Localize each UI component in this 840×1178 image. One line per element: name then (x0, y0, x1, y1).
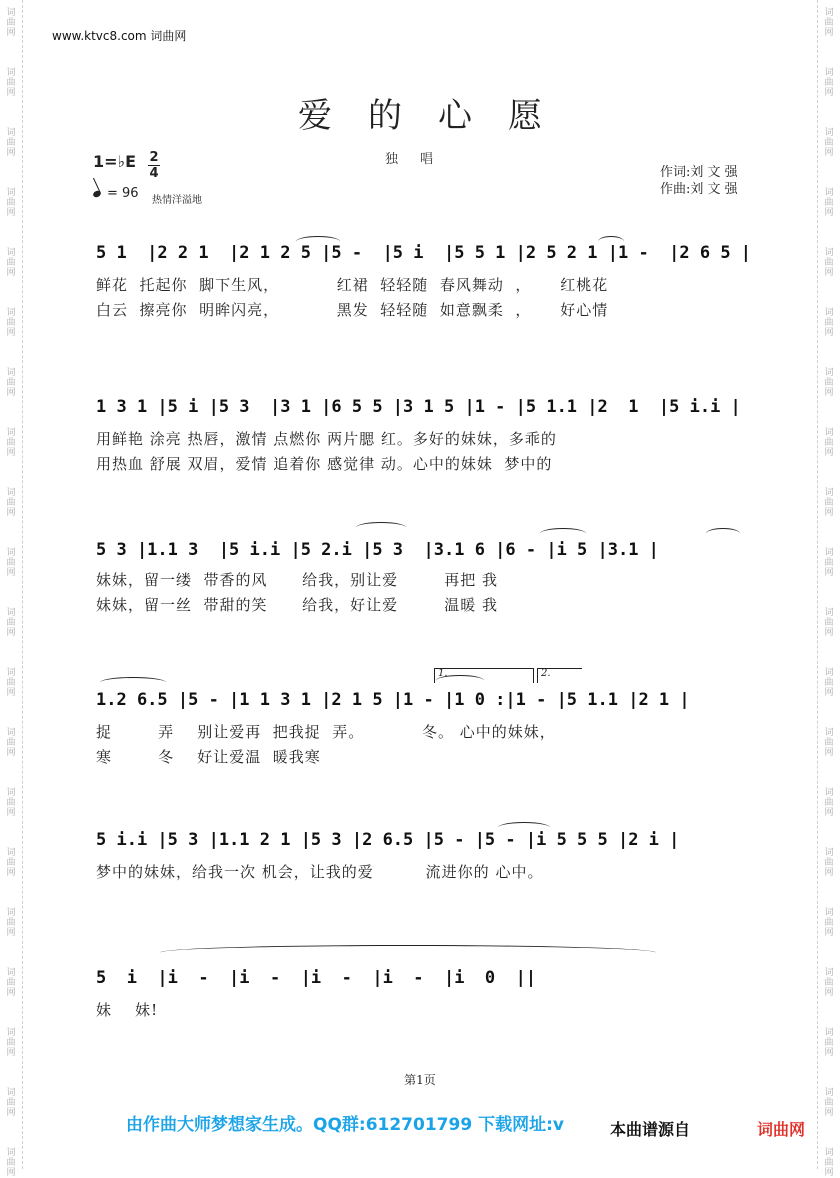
lyric-line: 梦中的妹妹，给我一次 机会，让我的爱 流进你的 心中。 (96, 863, 544, 881)
side-watermark: 词 曲 网 (6, 548, 16, 578)
side-watermark: 词 曲 网 (6, 848, 16, 878)
volta-1-bracket (434, 668, 534, 683)
side-watermark: 词 曲 网 (824, 788, 834, 818)
side-watermark: 词 曲 网 (824, 308, 834, 338)
tempo-value: = 96 (107, 186, 139, 201)
side-watermark: 词 曲 网 (824, 848, 834, 878)
tempo-marking (93, 186, 139, 201)
tie-arc (356, 522, 406, 533)
song-title: 爱的心愿 (298, 96, 578, 136)
side-watermark: 词 曲 网 (824, 728, 834, 758)
notation-line: 1 3 1 |5 i |5 3 |3 1 |6 5 5 |3 1 5 |1 - |5 1.1 |2 1 |5 i.i | (96, 397, 741, 417)
side-watermark: 词 曲 网 (6, 308, 16, 338)
lyricist-credit: 作词:刘 文 强 (660, 165, 738, 180)
notation-line: 5 3 |1.1 3 |5 i.i |5 2.i |5 3 |3.1 6 |6 - |i 5 |3.1 | (96, 540, 659, 560)
site-url[interactable]: www.ktvc8.com 词曲网 (52, 29, 187, 43)
side-watermark: 词 曲 网 (824, 8, 834, 38)
lyric-line: 鲜花 托起你 脚下生风， 红裙 轻轻随 春风舞动 ， 红桃花 (96, 276, 609, 294)
composer-credit: 作曲:刘 文 强 (660, 182, 738, 197)
side-watermark: 词 曲 网 (6, 128, 16, 158)
side-watermark: 词 曲 网 (824, 188, 834, 218)
lyric-line: 用鲜艳 涂亮 热唇，激情 点燃你 两片腮 红。多好的妹妹，多乖的 (96, 430, 557, 448)
side-watermark: 词 曲 网 (6, 428, 16, 458)
side-watermark: 词 曲 网 (824, 1088, 834, 1118)
page-number: 第1页 (404, 1073, 436, 1087)
meter-bottom: 4 (149, 166, 159, 181)
tie-arc (540, 528, 586, 539)
side-watermark: 词 曲 网 (6, 788, 16, 818)
footer-brand-logo[interactable]: 词曲网 (757, 1120, 806, 1139)
time-signature (148, 150, 160, 181)
side-watermark: 词 曲 网 (6, 668, 16, 698)
side-watermark: 词 曲 网 (824, 1028, 834, 1058)
side-watermark: 词 曲 网 (6, 8, 16, 38)
lyric-line: 白云 擦亮你 明眸闪亮， 黑发 轻轻随 如意飘柔 ， 好心情 (96, 301, 609, 319)
lyric-line: 妹妹，留一丝 带甜的笑 给我，好让爱 温暖 我 (96, 596, 499, 614)
side-watermark: 词 曲 网 (6, 1028, 16, 1058)
tie-arc (100, 677, 166, 688)
side-watermark: 词 曲 网 (6, 188, 16, 218)
side-watermark: 词 曲 网 (6, 368, 16, 398)
footer-generator-text[interactable]: 由作曲大师梦想家生成。QQ群:612701799 下载网址:v (126, 1115, 564, 1135)
side-watermark: 词 曲 网 (824, 1148, 834, 1178)
subtitle: 独唱 (384, 152, 455, 167)
volta-1-label: 1. (438, 668, 448, 679)
side-watermark: 词 曲 网 (6, 728, 16, 758)
key-signature: 1=♭E (93, 152, 137, 171)
side-watermark: 词 曲 网 (824, 128, 834, 158)
tie-arc (160, 945, 656, 960)
side-watermark: 词 曲 网 (824, 548, 834, 578)
side-watermark: 词 曲 网 (824, 428, 834, 458)
lyric-line: 寒 冬 好让爱温 暖我寒 (96, 748, 321, 766)
tie-arc (706, 528, 740, 539)
volta-2-label: 2. (541, 668, 551, 679)
side-watermark: 词 曲 网 (824, 608, 834, 638)
meter-top: 2 (149, 150, 159, 165)
side-watermark: 词 曲 网 (6, 1088, 16, 1118)
side-watermark: 词 曲 网 (824, 968, 834, 998)
tie-arc (598, 236, 624, 247)
side-watermark: 词 曲 网 (6, 608, 16, 638)
lyric-line: 妹 妹! (96, 1001, 159, 1019)
side-watermark: 词 曲 网 (6, 68, 16, 98)
footer-source-label: 本曲谱源自 (610, 1120, 691, 1139)
side-watermark: 词 曲 网 (824, 668, 834, 698)
right-watermark-strip (817, 0, 840, 1178)
tie-arc (498, 822, 550, 833)
side-watermark: 词 曲 网 (824, 68, 834, 98)
lyric-line: 捉 弄 别让爱再 把我捉 弄。 冬。 心中的妹妹， (96, 723, 556, 741)
notation-line: 1.2 6.5 |5 - |1 1 3 1 |2 1 5 |1 - |1 0 :|1 - |5 1.1 |2 1 | (96, 690, 690, 710)
side-watermark: 词 曲 网 (6, 488, 16, 518)
tie-arc (296, 236, 340, 247)
quarter-note-icon (92, 190, 102, 199)
lyric-line: 用热血 舒展 双眉，爱情 追着你 感觉律 动。心中的妹妹 梦中的 (96, 455, 553, 473)
notation-line: 5 i |i - |i - |i - |i - |i 0 || (96, 968, 537, 988)
side-watermark: 词 曲 网 (824, 908, 834, 938)
expression-marking: 热情洋溢地 (152, 195, 202, 206)
notation-line: 5 i.i |5 3 |1.1 2 1 |5 3 |2 6.5 |5 - |5 - |i 5 5 5 |2 i | (96, 830, 680, 850)
side-watermark: 词 曲 网 (824, 488, 834, 518)
notation-line: 5 1 |2 2 1 |2 1 2 5 |5 - |5 i |5 5 1 |2 5 2 1 |1 - |2 6 5 | (96, 243, 752, 263)
side-watermark: 词 曲 网 (6, 968, 16, 998)
side-watermark: 词 曲 网 (6, 908, 16, 938)
left-watermark-strip (0, 0, 23, 1178)
side-watermark: 词 曲 网 (824, 368, 834, 398)
side-watermark: 词 曲 网 (6, 1148, 16, 1178)
lyric-line: 妹妹，留一缕 带香的风 给我，别让爱 再把 我 (96, 571, 499, 589)
side-watermark: 词 曲 网 (824, 248, 834, 278)
side-watermark: 词 曲 网 (6, 248, 16, 278)
